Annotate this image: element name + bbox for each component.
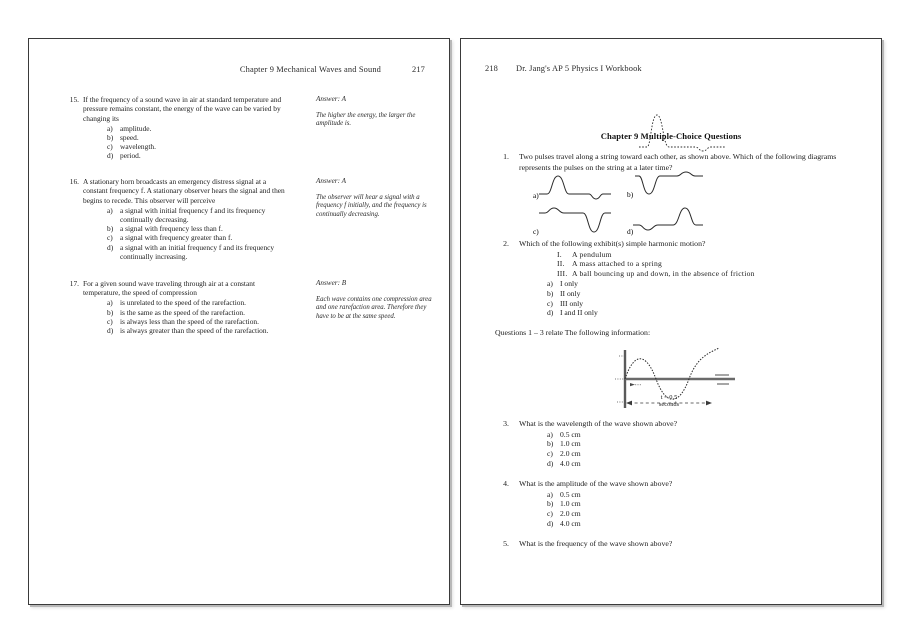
question-15-number: 15. <box>69 95 79 104</box>
choice-text: a signal with initial frequency f and its frequency continually decreasing. <box>120 205 266 224</box>
choice-item[interactable] <box>547 439 867 449</box>
question-16-number: 16. <box>69 177 79 186</box>
roman-numeral: II. <box>557 259 565 269</box>
choice-item[interactable] <box>107 326 285 335</box>
choice-label: a) <box>547 489 553 499</box>
roman-item <box>557 259 867 269</box>
choice-text: III only <box>560 298 583 308</box>
running-head-book-title: Dr. Jang's AP 5 Physics I Workbook <box>516 64 642 73</box>
choice-item[interactable] <box>107 317 285 326</box>
choice-label: c) <box>547 449 553 459</box>
choice-label: a) <box>107 298 113 308</box>
choice-label: c) <box>107 316 113 326</box>
answer-16-explanation: The observer will hear a signal with a frequency f initially, and the frequency is continually decreasing. <box>316 194 427 218</box>
question-16-stem: A stationary horn broadcasts an emergency distress signal at a constant frequency f. A stationary observer hears the signal and then begins to recede. This observer will perceive <box>83 177 285 205</box>
question-1-number: 1. <box>503 152 509 161</box>
choice-item[interactable] <box>547 490 867 500</box>
choice-label-a: a) <box>533 191 539 200</box>
choice-label: b) <box>547 439 554 449</box>
choice-label: d) <box>107 151 114 161</box>
choice-text: 0.5 cm <box>560 429 581 439</box>
choice-item[interactable] <box>107 233 285 242</box>
choice-text: a signal with frequency less than f. <box>120 224 223 234</box>
choice-label: a) <box>107 123 113 133</box>
choice-text: a signal with frequency greater than f. <box>120 233 233 243</box>
choice-label-b: b) <box>627 190 634 199</box>
choice-label: b) <box>547 499 554 509</box>
question-16 <box>63 177 285 261</box>
question-3 <box>495 419 867 469</box>
answer-16-head: Answer: A <box>316 177 347 185</box>
choice-label: d) <box>547 308 554 318</box>
choice-text: 2.0 cm <box>560 509 581 519</box>
running-head-page-number: 218 <box>485 64 499 73</box>
question-15 <box>63 95 285 161</box>
choice-item[interactable] <box>547 459 867 469</box>
question-2-stem: Which of the following exhibit(s) simple harmonic motion? <box>519 239 706 248</box>
section-title: Chapter 9 Multiple-Choice Questions <box>600 131 742 141</box>
choice-label: d) <box>107 242 114 252</box>
choice-text: period. <box>120 151 141 161</box>
choice-item[interactable] <box>107 298 285 307</box>
question-4 <box>495 479 867 529</box>
choice-item[interactable] <box>107 206 285 224</box>
question-5 <box>495 539 867 550</box>
choice-text: is the same as the speed of the rarefaction. <box>120 307 245 317</box>
question-5-number: 5. <box>503 539 509 548</box>
question-4-number: 4. <box>503 479 509 488</box>
choice-item[interactable] <box>547 519 867 529</box>
roman-numeral: I. <box>557 249 562 259</box>
choice-item[interactable] <box>107 243 285 261</box>
choice-item[interactable] <box>107 308 285 317</box>
choice-label: c) <box>107 142 113 152</box>
choice-item[interactable] <box>547 289 867 299</box>
answer-17-head: Answer: B <box>316 279 347 287</box>
choice-label: a) <box>547 278 553 288</box>
choice-label: b) <box>107 307 114 317</box>
question-3-choices <box>495 430 867 469</box>
roman-item <box>557 250 867 260</box>
choice-text: is always less than the speed of the rarefaction. <box>120 316 259 326</box>
choice-item[interactable] <box>107 142 285 151</box>
choice-label: b) <box>547 288 554 298</box>
choice-text: wavelength. <box>120 142 156 152</box>
choice-label: d) <box>547 518 554 528</box>
choice-label: a) <box>547 429 553 439</box>
roman-text: A ball bouncing up and down, in the absence of friction <box>572 269 755 279</box>
graph-annotation <box>647 394 691 409</box>
choice-label: b) <box>107 224 114 234</box>
question-1-choice-d[interactable] <box>627 205 713 239</box>
choice-text: I and II only <box>560 308 598 318</box>
choice-item[interactable] <box>107 133 285 142</box>
choice-label: a) <box>107 205 113 215</box>
choice-text: 1.0 cm <box>560 439 581 449</box>
choice-label: c) <box>547 509 553 519</box>
choice-text: amplitude. <box>120 123 152 133</box>
choice-text: 0.5 cm <box>560 489 581 499</box>
answer-17-explanation: Each wave contains one compression area and one rarefaction area. Therefore they have to be at the same speed. <box>316 296 432 320</box>
question-1-choice-a[interactable] <box>533 172 619 206</box>
two-pulses-figure <box>629 105 739 153</box>
choice-item[interactable] <box>547 449 867 459</box>
choice-text: speed. <box>120 132 139 142</box>
choice-item[interactable] <box>547 308 867 318</box>
answer-15-explanation: The higher the energy, the larger the amplitude is. <box>316 112 416 128</box>
answer-16 <box>316 177 434 219</box>
choice-text: 4.0 cm <box>560 458 581 468</box>
question-3-number: 3. <box>503 419 509 428</box>
question-15-stem: If the frequency of a sound wave in air at standard temperature and pressure remains constant, the energy of the wave can be varied by changing its <box>83 95 282 123</box>
choice-item[interactable] <box>107 151 285 160</box>
answer-15 <box>316 95 434 129</box>
choice-text: is always greater than the speed of the rarefaction. <box>120 325 269 335</box>
answer-17 <box>316 279 434 321</box>
question-17-number: 17. <box>69 279 79 288</box>
question-3-stem: What is the wavelength of the wave shown above? <box>519 419 678 428</box>
choice-label-d: d) <box>627 227 634 236</box>
question-1-stem: Two pulses travel along a string toward each other, as shown above. Which of the following diagrams represents the pulses on the string at a later time? <box>519 152 837 172</box>
roman-text: A pendulum <box>572 249 612 259</box>
question-17-stem: For a given sound wave traveling through air at a constant temperature, the speed of compression <box>83 279 255 298</box>
choice-label-c: c) <box>533 227 539 236</box>
answer-15-head: Answer: A <box>316 95 347 103</box>
roman-item <box>557 269 867 279</box>
choice-label: c) <box>107 233 113 243</box>
question-1-choice-b[interactable] <box>627 170 713 204</box>
choice-item[interactable] <box>107 124 285 133</box>
choice-text: is unrelated to the speed of the rarefaction. <box>120 298 246 308</box>
roman-numeral: III. <box>557 269 568 279</box>
graph-annotation-line2: seconds <box>658 401 680 409</box>
roman-text: A mass attached to a spring <box>572 259 663 269</box>
choice-text: I only <box>560 278 578 288</box>
choice-text: a signal with an initial frequency f and its frequency continually increasing. <box>120 242 275 261</box>
choice-item[interactable] <box>547 499 867 509</box>
choice-text: II only <box>560 288 581 298</box>
choice-label: b) <box>107 132 114 142</box>
question-4-choices <box>495 490 867 529</box>
choice-label: c) <box>547 298 553 308</box>
question-1-choice-c[interactable] <box>533 205 619 239</box>
question-2-roman-list <box>495 250 867 279</box>
question-2-choices <box>495 279 867 318</box>
page-217 <box>28 38 450 605</box>
question-15-choices <box>63 124 285 161</box>
choice-item[interactable] <box>547 299 867 309</box>
question-16-choices <box>63 206 285 261</box>
choice-text: 2.0 cm <box>560 449 581 459</box>
question-2-number: 2. <box>503 239 509 248</box>
question-17 <box>63 279 285 335</box>
running-head-page-number: 217 <box>411 65 425 74</box>
page-218 <box>460 38 882 605</box>
question-2 <box>495 239 867 318</box>
running-head-chapter: Chapter 9 Mechanical Waves and Sound <box>239 65 381 74</box>
choice-label: d) <box>107 325 114 335</box>
choice-item[interactable] <box>107 224 285 233</box>
question-17-choices <box>63 298 285 335</box>
graph-annotation-line1: t = 0.5 <box>660 394 678 401</box>
choice-item[interactable] <box>547 430 867 440</box>
choice-label: d) <box>547 458 554 468</box>
relate-note: Questions 1 – 3 relate The following information: <box>495 328 651 337</box>
choice-item[interactable] <box>547 279 867 289</box>
choice-text: 1.0 cm <box>560 499 581 509</box>
question-5-stem: What is the frequency of the wave shown above? <box>519 539 673 548</box>
choice-item[interactable] <box>547 509 867 519</box>
choice-text: 4.0 cm <box>560 518 581 528</box>
question-4-stem: What is the amplitude of the wave shown above? <box>519 479 673 488</box>
wave-graph-figure <box>601 346 741 414</box>
